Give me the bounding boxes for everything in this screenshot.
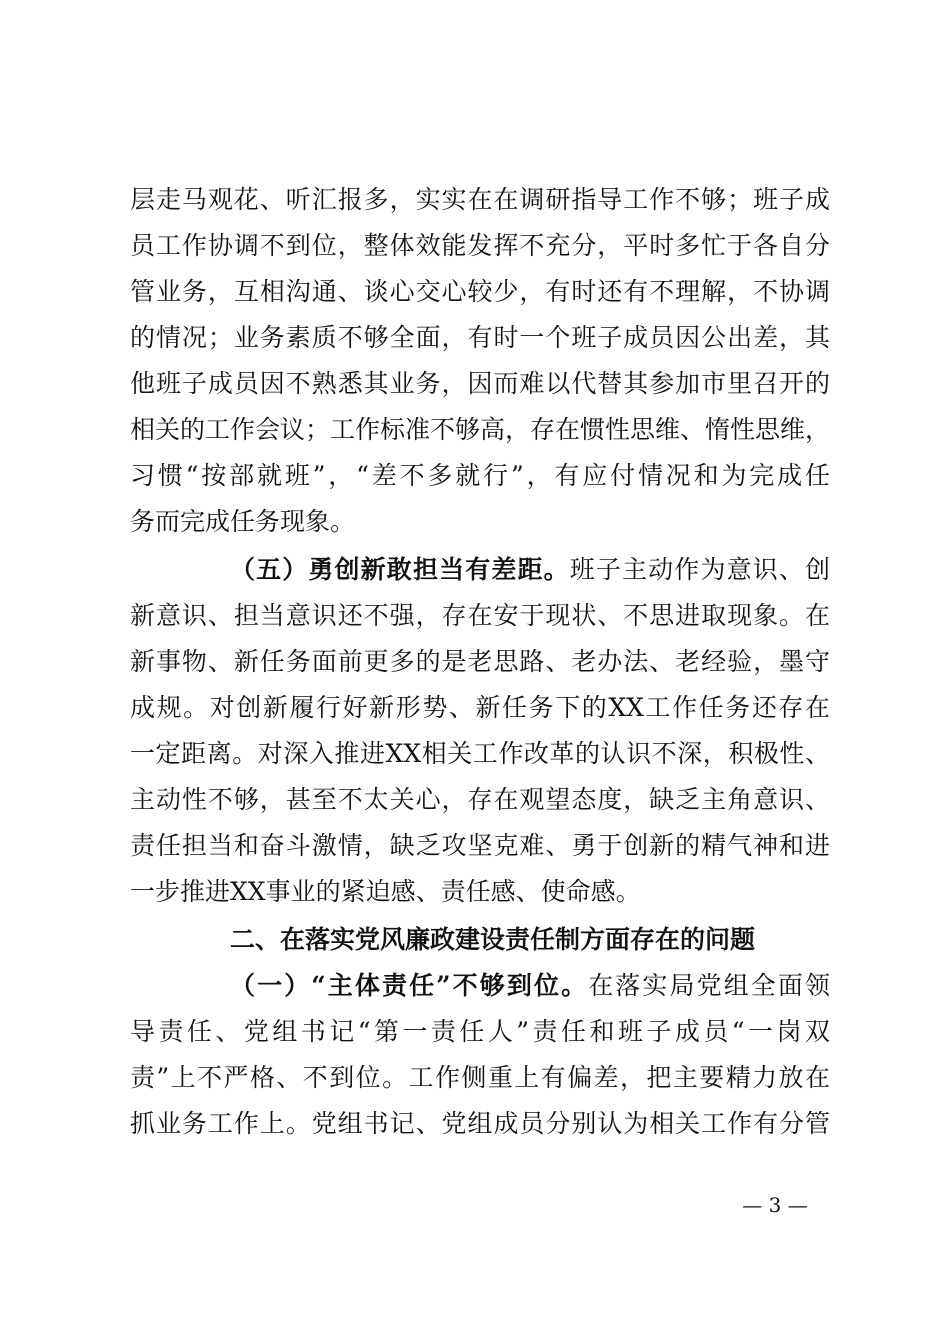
item-one-title: （一）“主体责任”不够到位。 <box>230 971 589 1000</box>
paragraph-line: 层走马观花、听汇报多，实实在在调研指导工作不够；班子成 <box>130 185 830 214</box>
paragraph-line: 一步推进XX事业的紧迫感、责任感、使命感。 <box>130 877 641 906</box>
paragraph-line: 主动性不够，甚至不太关心，存在观望态度，缺乏主角意识、 <box>130 785 830 814</box>
page-number: — 3 — <box>742 1193 808 1217</box>
paragraph-line: 一定距离。对深入推进XX相关工作改革的认识不深，积极性、 <box>130 739 830 768</box>
paragraph-five-first-line <box>230 550 830 590</box>
paragraph-line: 成规。对创新履行好新形势、新任务下的XX工作任务还存在 <box>130 693 830 722</box>
paragraph-line: 员工作协调不到位，整体效能发挥不充分，平时多忙于各自分 <box>130 231 830 260</box>
paragraph-five-text: 班子主动作为意识、创 <box>569 555 830 584</box>
paragraph-line: 新事物、新任务面前更多的是老思路、老办法、老经验，墨守 <box>130 647 830 676</box>
paragraph-line: 管业务，互相沟通、谈心交心较少，有时还有不理解，不协调 <box>130 277 830 306</box>
paragraph-line: 的情况；业务素质不够全面，有时一个班子成员因公出差，其 <box>130 323 830 352</box>
paragraph-line: 责任担当和奋斗激情，缺乏攻坚克难、勇于创新的精气神和进 <box>130 831 830 860</box>
paragraph-line: 他班子成员因不熟悉其业务，因而难以代替其参加市里召开的 <box>130 369 830 398</box>
paragraph-line: 相关的工作会议；工作标准不够高，存在惯性思维、惰性思维， <box>130 415 831 444</box>
paragraph-line: 习惯“按部就班”，“差不多就行”，有应付情况和为完成任 <box>130 461 830 490</box>
paragraph-line: 导责任、党组书记“第一责任人”责任和班子成员“一岗双 <box>130 1017 830 1046</box>
paragraph-five-title: （五）勇创新敢担当有差距。 <box>230 555 570 584</box>
section-heading: 二、在落实党风廉政建设责任制方面存在的问题 <box>230 925 756 954</box>
paragraph-line: 务而完成任务现象。 <box>130 507 356 536</box>
paragraph-line: 抓业务工作上。党组书记、党组成员分别认为相关工作有分管 <box>130 1109 830 1138</box>
item-one-first-line <box>230 966 830 1006</box>
paragraph-line: 责”上不严格、不到位。工作侧重上有偏差，把主要精力放在 <box>130 1063 830 1092</box>
paragraph-line: 新意识、担当意识还不强，存在安于现状、不思进取现象。在 <box>130 601 830 630</box>
item-one-text: 在落实局党组全面领 <box>588 971 830 1000</box>
